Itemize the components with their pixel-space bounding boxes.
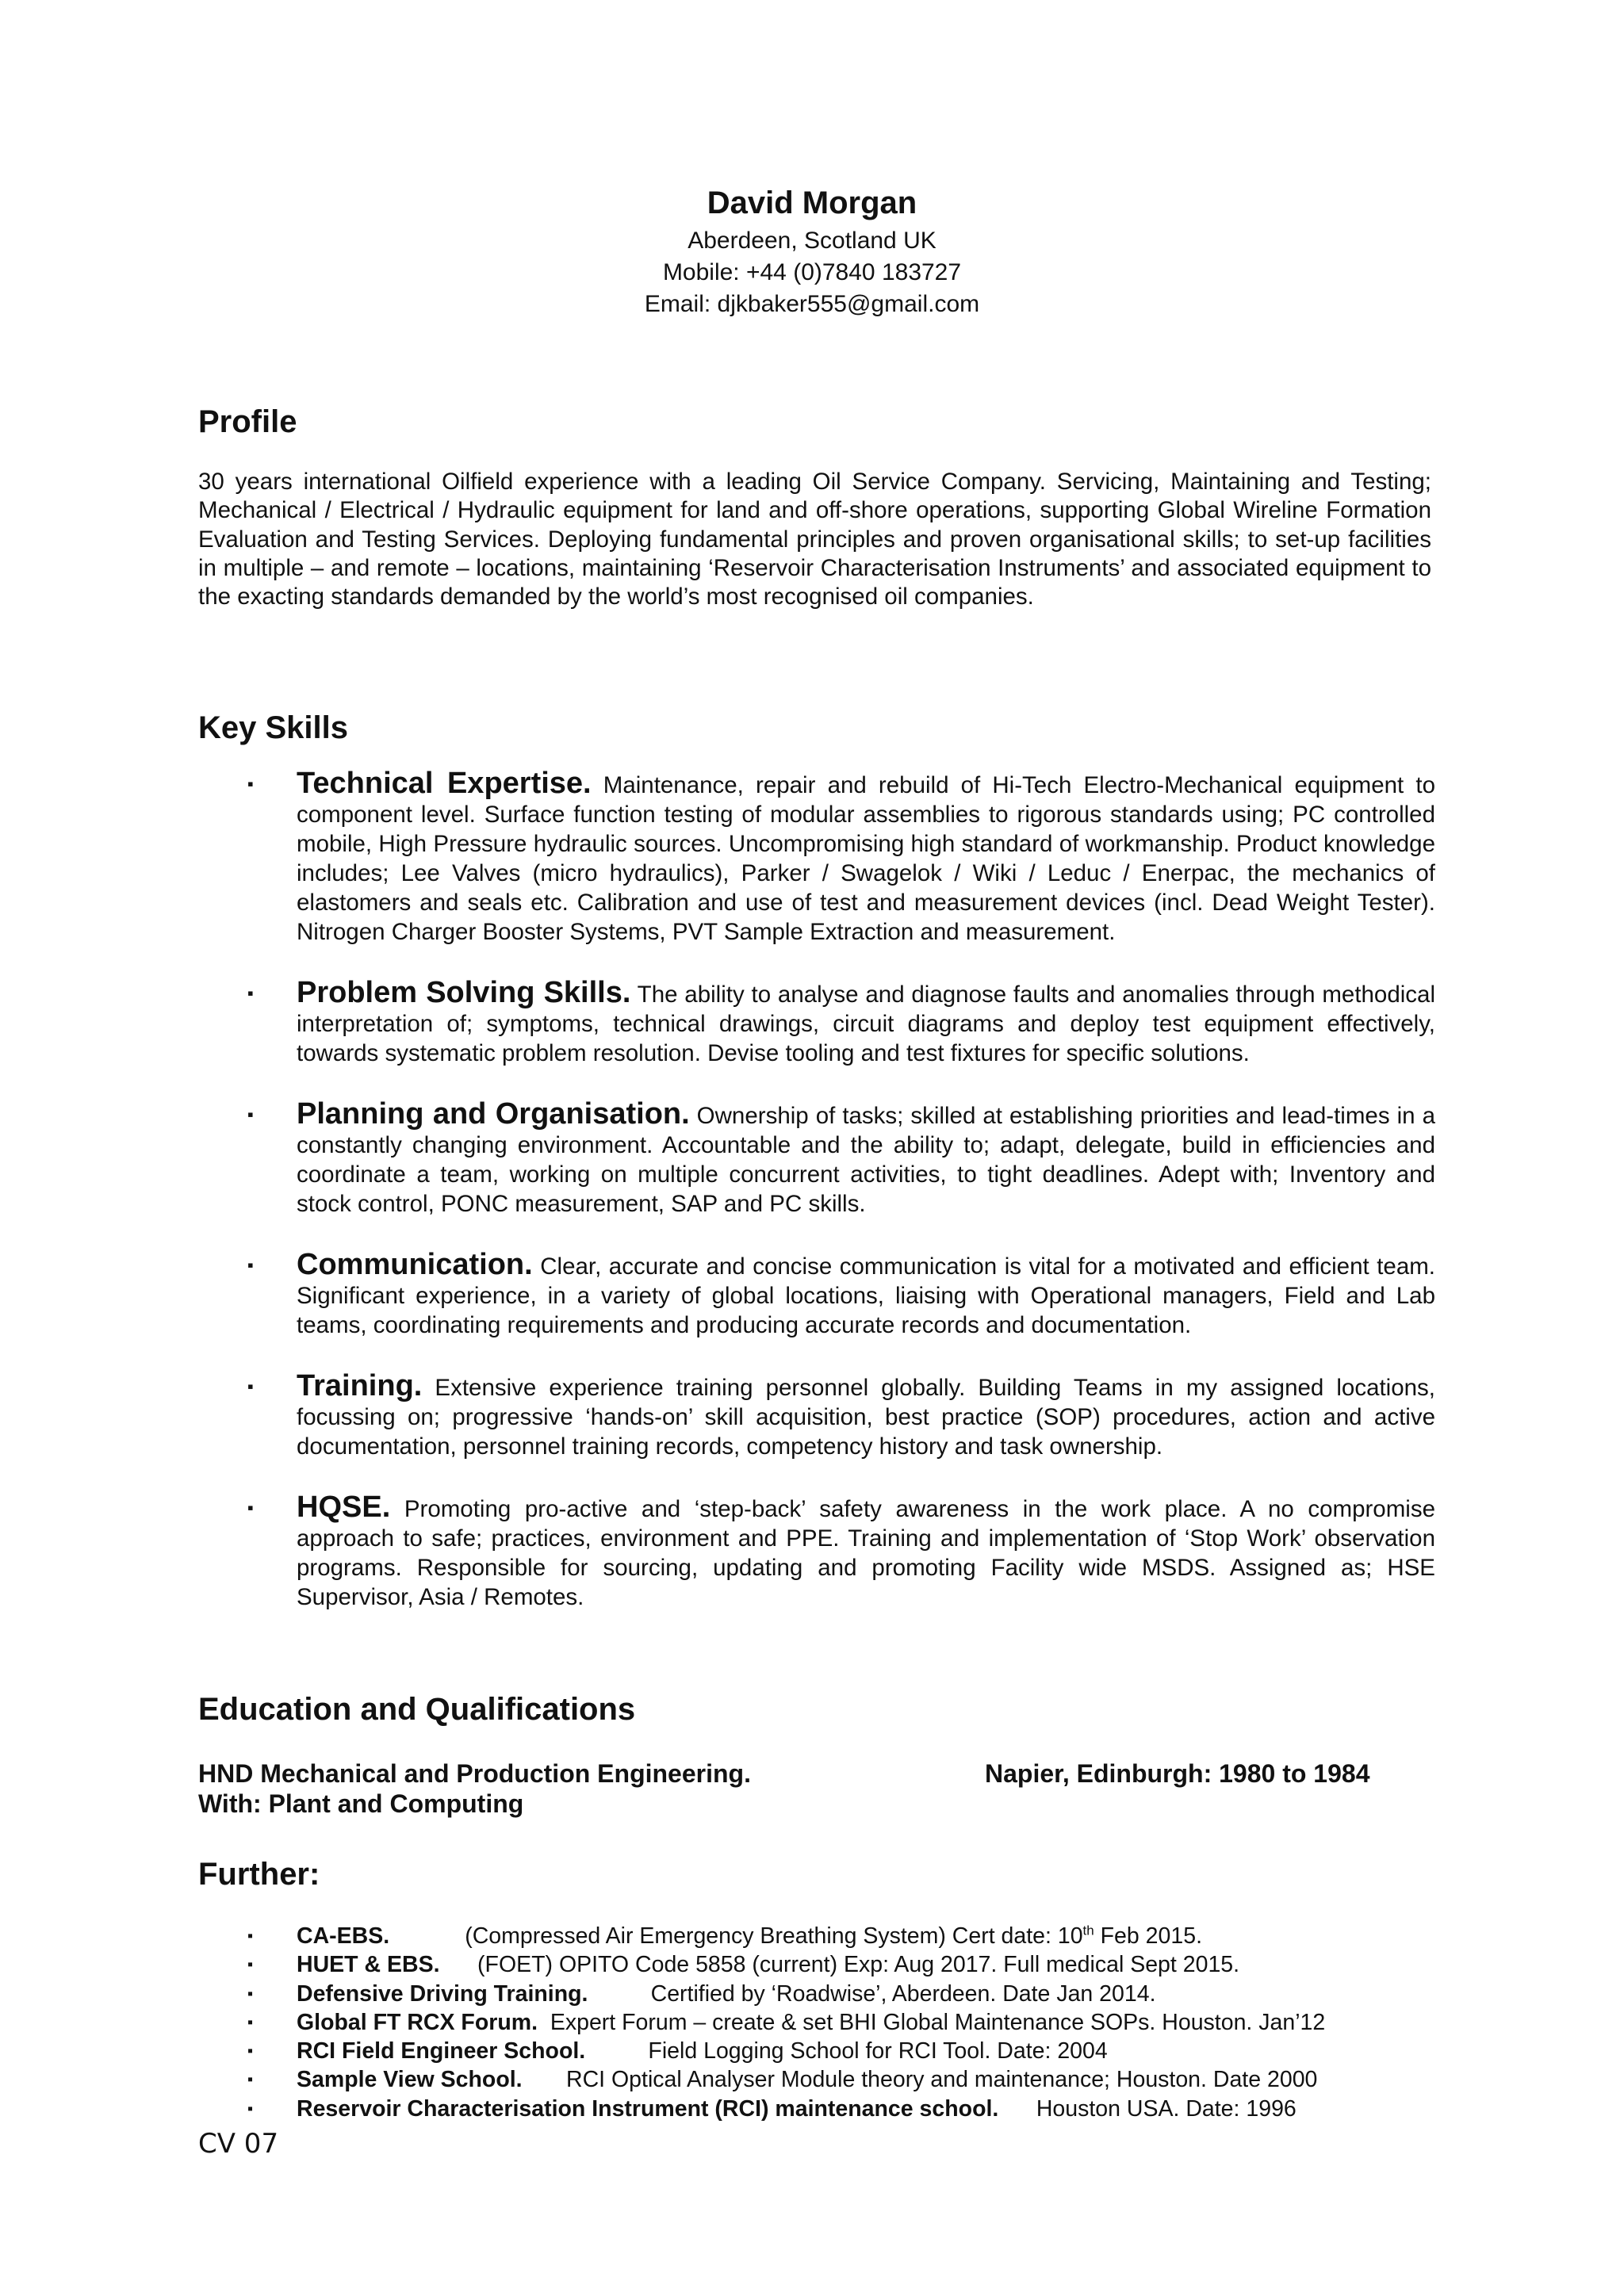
bullet-icon: ▪	[247, 774, 254, 794]
education-row	[198, 1758, 1467, 1789]
further-label: Defensive Driving Training.	[297, 1980, 588, 2007]
skill-item	[198, 769, 1435, 947]
bullet-icon: ▪	[247, 1956, 254, 1974]
skill-item	[198, 1369, 1435, 1461]
further-after: Feb 2015.	[1094, 1923, 1202, 1949]
bullet-icon: ▪	[247, 1927, 254, 1945]
further-text: (FOET) OPITO Code 5858 (current) Exp: Aug 2017. Full medical Sept 2015.	[477, 1952, 1240, 1978]
further-text: Certified by ‘Roadwise’, Aberdeen. Date Jan 2014.	[650, 1980, 1156, 2007]
further-label: Sample View School.	[297, 2067, 523, 2093]
skill-title: Communication.	[297, 1248, 533, 1281]
further-label: HUET & EBS.	[297, 1952, 440, 1978]
skill-item	[198, 1097, 1435, 1219]
skill-text: The ability to analyse and diagnose faults and anomalies through methodical interpretation of; symptoms, technical drawings, circuit diagrams and deploy test equipment effectively, towards systematic problem resolution. Devise tooling and test fixtures for specific solutions.	[297, 982, 1435, 1066]
further-gap	[389, 1923, 465, 1949]
skill-text: Ownership of tasks; skilled at establishing priorities and lead-times in a constantly changing environment. Accountable and the ability to; adapt, delegate, build in efficiencies and coordinate a team, working on multiple concurrent activities, to tight deadlines. Adept with; Inventory and stock control, PONC measurement, SAP and PC skills.	[297, 1103, 1435, 1217]
skill-text: Clear, accurate and concise communication is vital for a motivated and efficient team. Significant experience, in a variety of global locations, liaising with Operational managers, Field and Lab teams, coordinating requirements and producing accurate records and documentation.	[297, 1253, 1435, 1338]
location: Aberdeen, Scotland UK	[688, 228, 936, 254]
further-item	[198, 2008, 1507, 2037]
institution-dates: Napier, Edinburgh: 1980 to 1984	[985, 1759, 1370, 1788]
further-gap	[588, 1981, 650, 2007]
further-item	[198, 1922, 1507, 1950]
bullet-icon: ▪	[247, 1376, 254, 1396]
further-text: Expert Forum – create & set BHI Global Maintenance SOPs. Houston. Jan’12	[550, 2009, 1326, 2035]
further-item	[198, 1950, 1507, 1979]
further-heading: Further:	[198, 1857, 320, 1892]
education-heading: Education and Qualifications	[198, 1692, 636, 1727]
further-gap	[538, 2010, 550, 2035]
further-item	[198, 2065, 1507, 2094]
skill-text: Maintenance, repair and rebuild of Hi-Tech Electro-Mechanical equipment to component level. Surface function testing of modular assemblies to rigorous standards using; PC controlled mobile, High Pressure hydraulic sources. Uncompromising high standard of workmanship. Product knowledge includes; Lee Valves (micro hydraulics), Parker / Swagelok / Wiki / Leduc / Enerpac, the mechanics of elastomers and seals etc. Calibration and use of test and measurement devices (incl. Dead Weight Tester). Nitrogen Charger Booster Systems, PVT Sample Extraction and measurement.	[297, 772, 1435, 945]
skill-item	[198, 1490, 1435, 1612]
skill-item	[198, 1250, 1435, 1340]
bullet-icon: ▪	[247, 2099, 254, 2118]
bullet-icon: ▪	[247, 2042, 254, 2061]
further-item	[198, 2037, 1507, 2065]
further-sup: th	[1082, 1923, 1094, 1938]
further-text: RCI Optical Analyser Module theory and maintenance; Houston. Date 2000	[566, 2067, 1318, 2093]
further-gap	[523, 2067, 566, 2092]
mobile-number: Mobile: +44 (0)7840 183727	[662, 259, 962, 285]
page-footer: CV 07	[198, 2128, 279, 2160]
skill-title: Technical Expertise.	[297, 767, 592, 800]
skill-title: HQSE.	[297, 1490, 391, 1524]
further-label: Global FT RCX Forum.	[297, 2009, 538, 2035]
candidate-name: David Morgan	[707, 186, 917, 220]
email-address: Email: djkbaker555@gmail.com	[644, 291, 980, 317]
skill-item	[198, 978, 1435, 1068]
skill-text: Extensive experience training personnel globally. Building Teams in my assigned locations, focussing on; progressive ‘hands-on’ skill acquisition, best practice (SOP) procedures, action and active documentation, personnel training records, competency history and task ownership.	[297, 1375, 1435, 1460]
further-item	[198, 1980, 1507, 2008]
further-text: (Compressed Air Emergency Breathing System) Cert date: 10	[465, 1923, 1083, 1949]
bullet-icon: ▪	[247, 2013, 254, 2031]
key-skills-heading: Key Skills	[198, 710, 349, 745]
further-text: Field Logging School for RCI Tool. Date: 2004	[648, 2038, 1108, 2064]
further-label: Reservoir Characterisation Instrument (RCI) maintenance school.	[297, 2095, 999, 2122]
skill-title: Training.	[297, 1369, 423, 1402]
degree: HND Mechanical and Production Engineering.	[198, 1759, 751, 1788]
further-label: CA-EBS.	[297, 1923, 390, 1949]
further-list	[198, 1922, 1507, 2123]
further-gap	[998, 2096, 1036, 2122]
further-label: RCI Field Engineer School.	[297, 2038, 586, 2064]
skill-title: Problem Solving Skills.	[297, 976, 631, 1009]
cv-header	[0, 181, 1624, 320]
bullet-icon: ▪	[247, 1104, 254, 1124]
education-block	[198, 1758, 1467, 1819]
profile-heading: Profile	[198, 404, 297, 439]
bullet-icon: ▪	[247, 1984, 254, 2003]
degree-specialism: With: Plant and Computing	[198, 1789, 524, 1818]
bullet-icon: ▪	[247, 1498, 254, 1517]
bullet-icon: ▪	[247, 2071, 254, 2089]
further-text: Houston USA. Date: 1996	[1036, 2095, 1297, 2122]
skill-title: Planning and Organisation.	[297, 1097, 690, 1131]
further-item	[198, 2095, 1507, 2123]
bullet-icon: ▪	[247, 983, 254, 1003]
further-gap	[585, 2038, 648, 2064]
key-skills-list	[198, 769, 1435, 1644]
profile-text: 30 years international Oilfield experience with a leading Oil Service Company. Servicing, Maintaining and Testing; Mechanical / Electrical / Hydraulic equipment for land and off-shore operations, supporting Global Wireline Formation Evaluation and Testing Services. Deploying fundamental principles and proven organisational skills; to set-up facilities in multiple – and remote – locations, maintaining ‘Reservoir Characterisation Instruments’ and associated equipment to the exacting standards demanded by the world’s most recognised oil companies.	[198, 469, 1431, 610]
skill-text: Promoting pro-active and ‘step-back’ safety awareness in the work place. A no compromise approach to safe; practices, environment and PPE. Training and implementation of ‘Stop Work’ observation programs. Responsible for sourcing, updating and promoting Facility wide MSDS. Assigned as; HSE Supervisor, Asia / Remotes.	[297, 1496, 1435, 1610]
bullet-icon: ▪	[247, 1255, 254, 1275]
further-gap	[440, 1952, 478, 1977]
